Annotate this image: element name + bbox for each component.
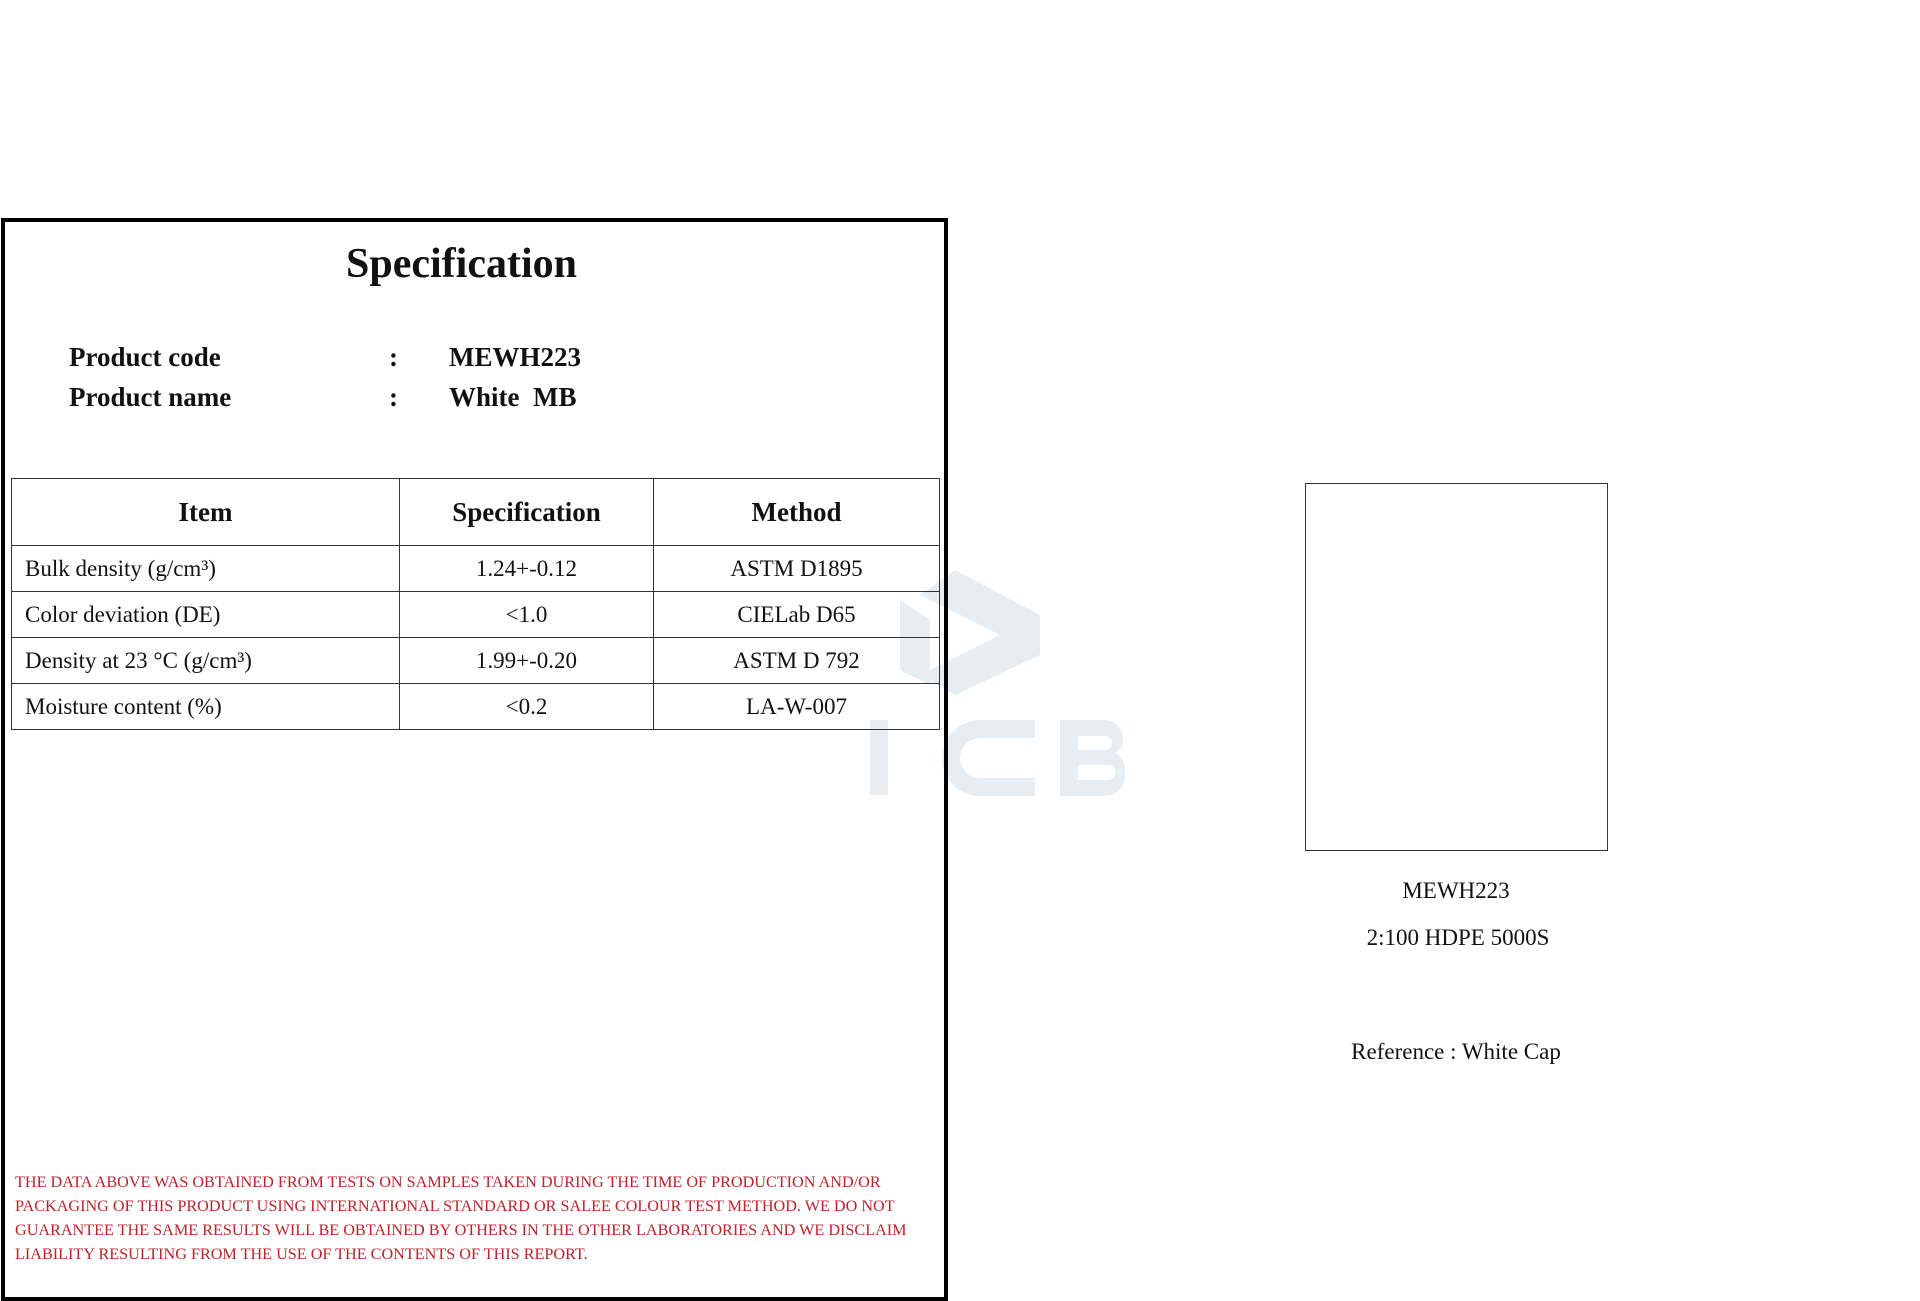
specification-table — [11, 478, 940, 730]
product-name-label: Product name — [69, 382, 232, 412]
column-header-item: Item — [12, 479, 400, 546]
item-cell: Moisture content (%) — [12, 684, 400, 730]
table-header-row — [12, 479, 940, 546]
specification-cell: 1.24+-0.12 — [400, 546, 654, 592]
product-code-value: MEWH223 — [449, 342, 581, 372]
table-row — [12, 546, 940, 592]
item-cell: Density at 23 °C (g/cm³) — [12, 638, 400, 684]
sample-swatch-box — [1305, 483, 1608, 851]
method-cell: LA-W-007 — [654, 684, 940, 730]
sample-reference: Reference : White Cap — [1351, 1039, 1561, 1064]
specification-cell: <0.2 — [400, 684, 654, 730]
specification-cell: 1.99+-0.20 — [400, 638, 654, 684]
method-cell: CIELab D65 — [654, 592, 940, 638]
product-code-row — [69, 342, 869, 382]
product-name-row — [69, 382, 869, 422]
product-code-label: Product code — [69, 342, 221, 372]
column-header-method: Method — [654, 479, 940, 546]
item-cell: Color deviation (DE) — [12, 592, 400, 638]
product-name-colon: : — [389, 382, 398, 412]
table-row — [12, 684, 940, 730]
product-name-value: White MB — [449, 382, 577, 412]
table-row — [12, 638, 940, 684]
item-cell: Bulk density (g/cm³) — [12, 546, 400, 592]
table-row — [12, 592, 940, 638]
specification-panel — [1, 218, 948, 1301]
disclaimer-text: THE DATA ABOVE WAS OBTAINED FROM TESTS ON SAMPLES TAKEN DURING THE TIME OF PRODUCTION AND/OR PACKAGING OF THIS PRODUCT USING INTERNATIONAL STANDARD OR SALEE COLOUR TEST METHOD. WE DO NOT GUARANTEE THE SAME RESULTS WILL BE OBTAINED BY OTHERS IN THE OTHER LABORATORIES AND WE DISCLAIM LIABILITY RESULTING FROM THE USE OF THE CONTENTS OF THIS REPORT. — [15, 1173, 907, 1263]
specification-cell: <1.0 — [400, 592, 654, 638]
product-code-colon: : — [389, 342, 398, 372]
sample-ratio: 2:100 HDPE 5000S — [1366, 925, 1550, 950]
sample-code: MEWH223 — [1402, 878, 1510, 903]
method-cell: ASTM D 792 — [654, 638, 940, 684]
page-title: Specification — [346, 241, 577, 287]
method-cell: ASTM D1895 — [654, 546, 940, 592]
column-header-specification: Specification — [400, 479, 654, 546]
